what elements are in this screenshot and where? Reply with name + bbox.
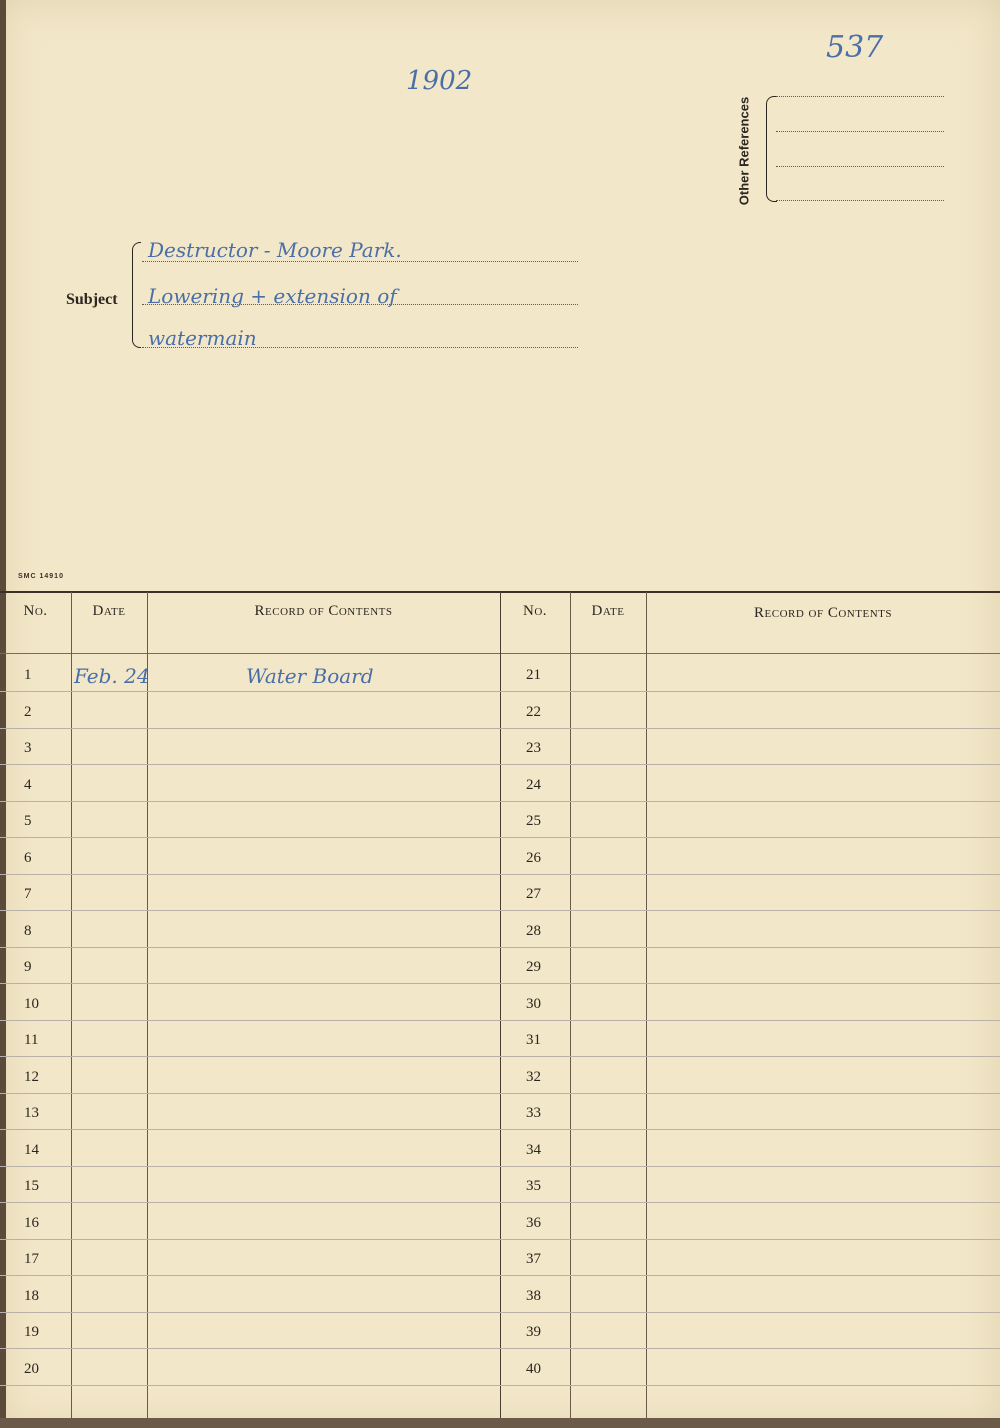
row-number-left: 6	[24, 849, 32, 866]
row-number-right: 37	[526, 1251, 541, 1267]
other-reference-line	[776, 131, 944, 132]
row-number-left: 14	[24, 1141, 39, 1158]
row-number-right: 22	[526, 703, 541, 720]
row-number-left: 17	[24, 1251, 39, 1267]
table-row-rule	[0, 910, 1000, 911]
other-references-brace	[766, 96, 777, 202]
row-number-right: 23	[526, 740, 541, 756]
table-row-rule	[0, 1056, 1000, 1057]
page-bottom-edge	[0, 1418, 1000, 1428]
header-record-right: Record of Contents	[754, 605, 892, 621]
row-number-right: 30	[526, 995, 541, 1012]
row-number-left: 18	[24, 1287, 39, 1304]
table-row-rule	[0, 1129, 1000, 1130]
row-number-right: 36	[526, 1214, 541, 1231]
row-number-right: 38	[526, 1287, 541, 1304]
page-left-edge	[0, 0, 6, 1428]
table-row-rule	[0, 801, 1000, 802]
row-number-left: 2	[24, 703, 32, 720]
table-row-rule	[0, 728, 1000, 729]
row-number-left: 5	[24, 813, 32, 829]
table-row-rule	[0, 1312, 1000, 1313]
row-number-left: 13	[24, 1105, 39, 1121]
file-number: 537	[826, 30, 884, 65]
row-number-right: 25	[526, 813, 541, 829]
table-row-rule	[0, 1385, 1000, 1386]
table-row-rule	[0, 1348, 1000, 1349]
subject-rule	[142, 261, 578, 262]
row-number-right: 32	[526, 1068, 541, 1085]
entry-date: Feb. 24	[74, 664, 150, 688]
header-date-right: Date	[591, 603, 625, 619]
row-number-right: 21	[526, 667, 541, 683]
row-number-right: 27	[526, 886, 541, 902]
year: 1902	[406, 66, 473, 96]
form-code: SMC 14910	[18, 573, 64, 580]
row-number-left: 9	[24, 959, 32, 975]
subject-rule	[142, 347, 578, 348]
other-reference-line	[776, 200, 944, 201]
row-number-left: 15	[24, 1178, 39, 1194]
subject-line-1: Destructor - Moore Park.	[148, 238, 402, 262]
table-row-rule	[0, 1275, 1000, 1276]
column-divider	[71, 592, 72, 1418]
table-row-rule	[0, 947, 1000, 948]
row-number-left: 1	[24, 667, 32, 683]
table-row-rule	[0, 1020, 1000, 1021]
subject-line-2: Lowering + extension of	[148, 284, 397, 308]
table-row-rule	[0, 691, 1000, 692]
row-number-left: 11	[24, 1032, 39, 1048]
row-number-right: 40	[526, 1360, 541, 1377]
header-no-left: No.	[23, 603, 48, 619]
subject-label: Subject	[66, 291, 118, 308]
row-number-left: 16	[24, 1214, 39, 1231]
other-reference-line	[776, 96, 944, 97]
other-references-label	[722, 96, 766, 206]
row-number-left: 8	[24, 922, 32, 939]
header-record-left: Record of Contents	[254, 603, 393, 619]
table-row-rule	[0, 764, 1000, 765]
row-number-right: 34	[526, 1141, 541, 1158]
row-number-left: 19	[24, 1324, 39, 1340]
row-number-right: 39	[526, 1324, 541, 1340]
column-divider	[646, 592, 647, 1418]
table-row-rule	[0, 1093, 1000, 1094]
table-row-rule	[0, 1166, 1000, 1167]
other-references-text: Other References	[736, 96, 752, 206]
table-row-rule	[0, 1239, 1000, 1240]
row-number-left: 7	[24, 886, 32, 902]
subject-rule	[142, 304, 578, 305]
row-number-right: 33	[526, 1105, 541, 1121]
table-row-rule	[0, 837, 1000, 838]
other-reference-line	[776, 166, 944, 167]
row-number-right: 24	[526, 776, 541, 793]
header-no-right: No.	[522, 603, 548, 619]
row-number-right: 31	[526, 1032, 541, 1048]
column-divider	[570, 592, 571, 1418]
entry-record: Water Board	[246, 664, 374, 688]
row-number-left: 10	[24, 995, 39, 1012]
row-number-right: 26	[526, 849, 541, 866]
subject-line-3: watermain	[148, 326, 257, 350]
table-row-rule	[0, 1202, 1000, 1203]
row-number-left: 3	[24, 740, 32, 756]
row-number-right: 29	[526, 959, 541, 975]
table-row-rule	[0, 983, 1000, 984]
row-number-left: 12	[24, 1068, 39, 1085]
column-divider	[500, 592, 501, 1418]
row-number-right: 28	[526, 922, 541, 939]
row-number-left: 20	[24, 1360, 39, 1377]
row-number-right: 35	[526, 1178, 541, 1194]
row-number-left: 4	[24, 776, 32, 793]
subject-brace	[132, 242, 141, 348]
column-divider	[147, 592, 148, 1418]
header-date-left: Date	[92, 603, 126, 619]
table-row-rule	[0, 874, 1000, 875]
